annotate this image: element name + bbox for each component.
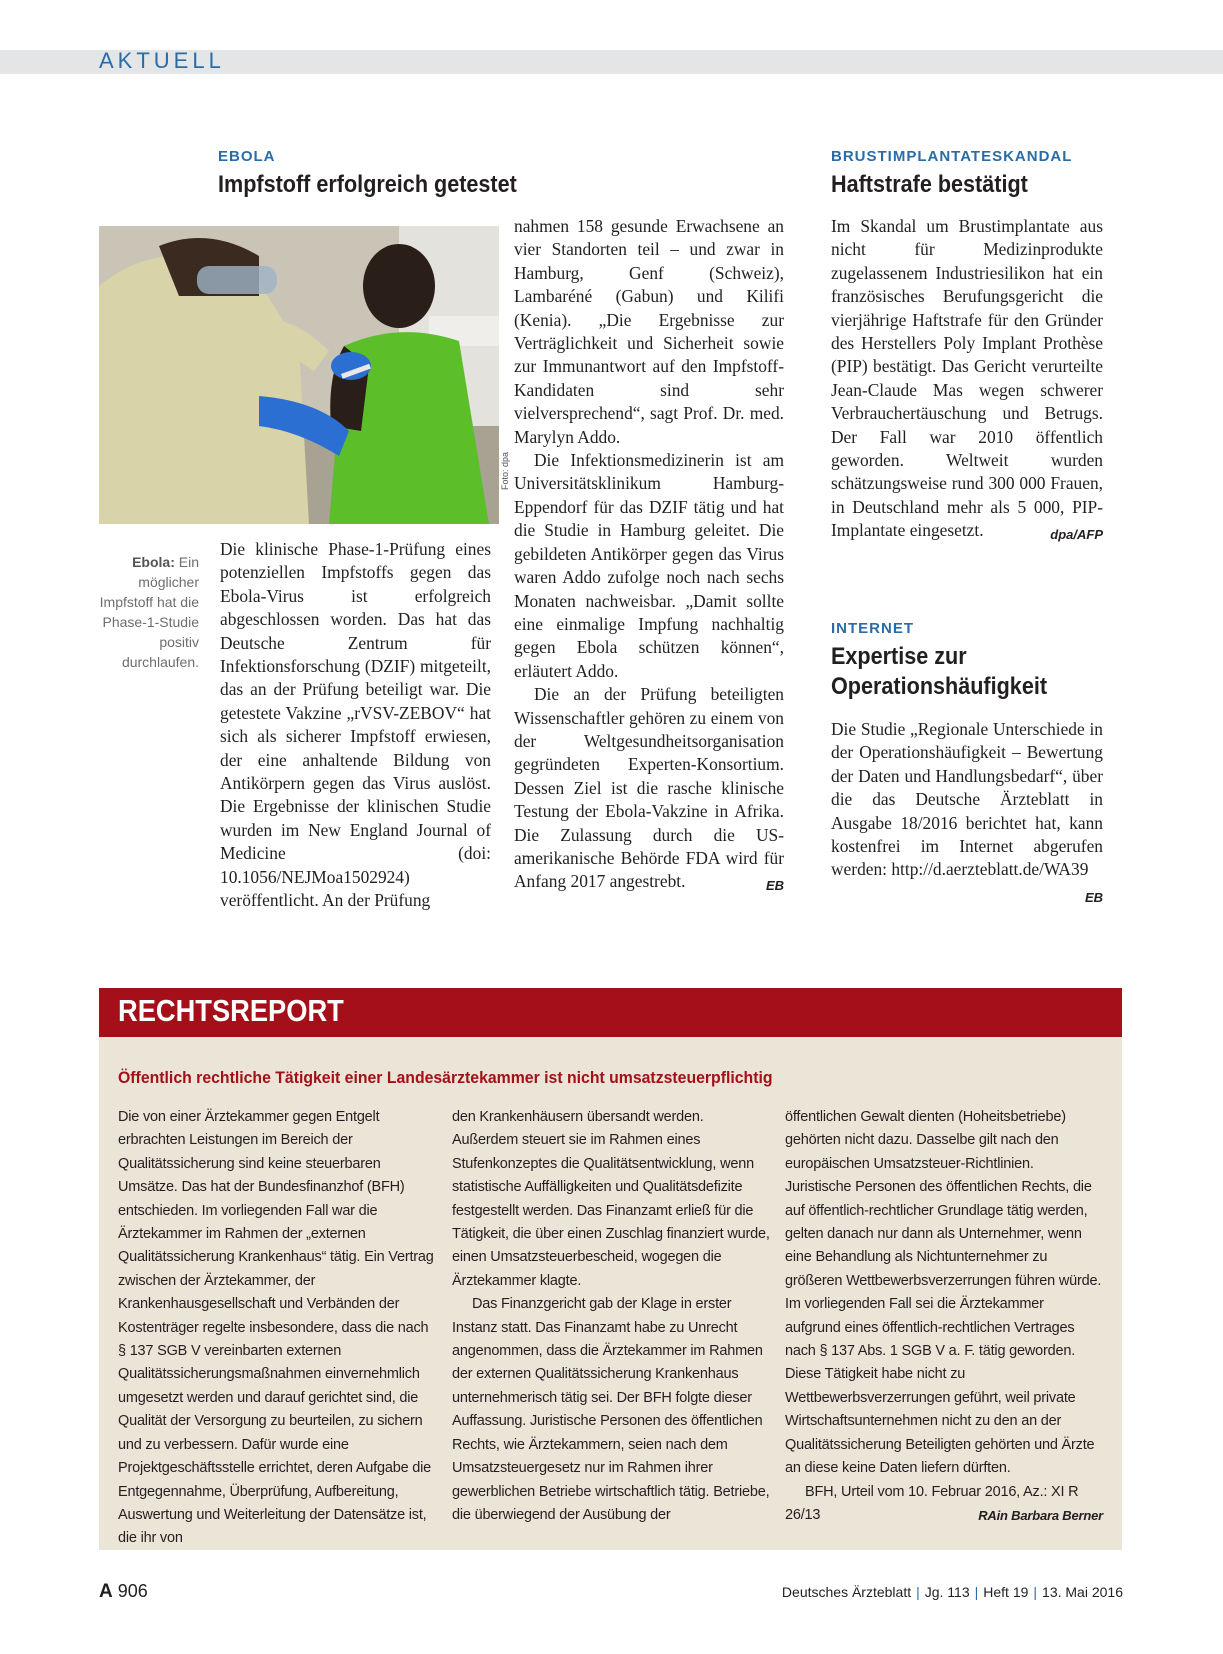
brust-paragraph [831, 215, 1103, 543]
rechtsreport-paragraph: Die von einer Ärztekammer gegen Entgelt erbrachten Leistungen im Bereich der Qualitätssicherung sind keine steuerbaren Umsätze. Das hat der Bundesfinanzhof (BFH) entschieden. Im vorliegenden Fall war die Ärztekammer im Rahmen der „externen Qualitätssicherung Krankenhaus“ tätig. Ein Vertrag zwischen der Ärztekammer, der Krankenhausgesellschaft und Verbänden der Kostenträger regelte insbesondere, dass die nach § 137 SGB V vereinbarten externen Qualitätssicherungsmaßnahmen einvernehmlich umgesetzt werden und darauf gerichtet sind, die Qualität der Versorgung zu beurteilen, zu sichern und zu verbessern. Dafür wurde eine Projektgeschäftsstelle errichtet, deren Aufgabe die Entgegennahme, Überprüfung, Aufbereitung, Auswertung und Weiterleitung der Datensätze ist, die ihr von [118, 1109, 434, 1547]
internet-headline-line2: Operationshäufigkeit [831, 673, 1048, 700]
rechtsreport-signature: RAin Barbara Berner [978, 1507, 1103, 1523]
ebola-paragraph [514, 683, 784, 894]
rechtsreport-citation [785, 1481, 1103, 1528]
ebola-paragraph: nahmen 158 gesunde Erwachsene an vier Standorten teil – und zwar in Hamburg, Genf (Schweiz), Lambaréné (Gabun) und Kilifi (Kenia). „Die Ergebnisse zur Verträglichkeit und Sicherheit sowie zur Immunantwort auf den Impfstoff-Kandidaten sind sehr vielversprechend“, sagt Prof. Dr. med. Marylyn Addo. [514, 216, 784, 447]
section-label: AKTUELL [99, 48, 225, 73]
internet-signature: EB [1084, 889, 1103, 905]
ebola-column-2 [514, 215, 784, 898]
internet-headline-line1: Expertise zur [831, 643, 967, 670]
ebola-kicker: EBOLA [218, 148, 276, 165]
caption-label: Ebola: [132, 554, 175, 570]
rechtsreport-title: RECHTSREPORT [118, 993, 344, 1028]
journal-date: 13. Mai 2016 [1042, 1584, 1123, 1600]
brust-kicker: BRUSTIMPLANTATESKANDAL [831, 148, 1073, 165]
journal-issue: Heft 19 [983, 1584, 1029, 1600]
footer-separator: | [974, 1584, 979, 1600]
brust-signature: dpa/AFP [1050, 527, 1103, 543]
brust-headline: Haftstrafe bestätigt [831, 171, 1028, 198]
internet-headline [831, 642, 1047, 702]
rechtsreport-headline: Öffentlich rechtliche Tätigkeit einer Landesärztekammer ist nicht umsatzsteuerpflichtig [118, 1068, 773, 1087]
internet-kicker: INTERNET [831, 620, 914, 637]
internet-paragraph [831, 718, 1103, 905]
journal-volume: Jg. 113 [924, 1584, 970, 1600]
rechtsreport-column-2 [452, 1106, 770, 1527]
rechtsreport-paragraph: öffentlichen Gewalt dienten (Hoheitsbetriebe) gehörten nicht dazu. Dasselbe gilt nach den europäischen Umsatzsteuer-Richtlinien. Juristische Personen des öffentlichen Rechts, die auf öffentlich-rechtlicher Grundlage tätig werden, gelten danach nur dann als Unternehmer, wenn eine Behandlung als Nichtunternehmer zu größeren Wettbewerbsverzerrungen führen würde. Im vorliegenden Fall sei die Ärztekammer aufgrund eines öffentlich-rechtlichen Vertrages nach § 137 Abs. 1 SGB V a. F. tätig geworden. Diese Tätigkeit habe nicht zu Wettbewerbsverzerrungen geführt, weil private Wirtschaftsunternehmen nicht zu den an der Qualitätssicherung Beteiligten gehörten und Ärzte an diese keine Daten liefern dürften. [785, 1109, 1102, 1477]
rechtsreport-column-3 [785, 1106, 1103, 1527]
ebola-signature: EB [765, 878, 784, 894]
ebola-headline: Impfstoff erfolgreich getestet [218, 171, 517, 198]
footer-separator: | [1033, 1584, 1038, 1600]
page-prefix: A [99, 1581, 113, 1602]
ebola-column-1 [220, 538, 491, 913]
photo-credit: Foto: dpa [500, 451, 510, 490]
footer-publication-info [782, 1584, 1123, 1600]
internet-paragraph-text: Die Studie „Regionale Unterschiede in der Operationshäufigkeit – Bewertung der Daten und Handlungsbedarf“, über die das Deutsche Ärzteblatt in Ausgabe 18/2016 berichtet hat, kann kostenfrei im Internet abgerufen werden: http://d.aerzteblatt.de/WA39 [831, 719, 1103, 880]
footer-separator: | [916, 1584, 920, 1600]
vaccination-photo-illustration [99, 226, 499, 524]
page-number-value: 906 [112, 1581, 148, 1601]
rechtsreport-paragraph: Das Finanzgericht gab der Klage in erster Instanz statt. Das Finanzamt habe zu Unrecht angenommen, dass die Ärztekammer im Rahmen der externen Qualitätssicherung Krankenhaus unternehmerisch tätig sei. Der BFH folgte dieser Auffassung. Juristische Personen des öffentlichen Rechts, wie Ärztekammern, seien nach dem Umsatzsteuergesetz nur im Rahmen ihrer gewerblichen Betriebe wirtschaftlich tätig. Betriebe, die überwiegend der Ausübung der [452, 1296, 770, 1523]
rechtsreport-column-1 [118, 1106, 436, 1551]
caption-text: Ein möglicher Impfstoff hat die Phase-1-Studie positiv durchlaufen. [99, 554, 199, 670]
journal-name: Deutsches Ärzteblatt [781, 1584, 912, 1600]
ebola-paragraph: Die klinische Phase-1-Prüfung eines potenziellen Impfstoffs gegen das Ebola-Virus ist erfolgreich abgeschlossen worden. Das hat das Deutsche Zentrum für Infektionsforschung (DZIF) mitgeteilt, das an der Prüfung beteiligt war. Die getestete Vakzine „rVSV-ZEBOV“ hat sich als sicherer Impfstoff erwiesen, der eine anhaltende Bildung von Antikörpern gegen das Virus auslöst. Die Ergebnisse der klinischen Studie wurden im New England Journal of Medicine (doi: 10.1056/NEJMoa1502924) veröffentlicht. An der Prüfung [220, 539, 491, 911]
photo-caption [99, 552, 199, 672]
ebola-vaccination-photo [99, 226, 499, 524]
internet-body [831, 718, 1103, 909]
page-number [99, 1581, 148, 1603]
brust-paragraph-text: Im Skandal um Brustimplantate aus nicht für Medizinprodukte zugelassenem Industriesilikon hat ein französisches Berufungsgericht die vierjährige Haftstrafe für den Gründer des Herstellers Poly Implant Prothèse (PIP) bestätigt. Das Gericht verurteilte Jean-Claude Mas wegen schwerer Verbrauchertäuschung und Betrugs. Der Fall war 2010 öffentlich geworden. Weltweit wurden schätzungsweise rund 300 000 Frauen, in Deutschland mehr als 5 000, PIP-Implantate eingesetzt. [831, 216, 1103, 541]
brust-body [831, 215, 1103, 547]
rechtsreport-paragraph: den Krankenhäusern übersandt werden. Außerdem steuert sie im Rahmen eines Stufenkonzeptes die Qualitätsentwicklung, wenn statistische Auffälligkeiten und Qualitätsdefizite festgestellt werden. Das Finanzamt erließ für die Tätigkeit, die über einen Zuschlag finanziert wurde, einen Umsatzsteuerbescheid, wogegen die Ärztekammer klagte. [452, 1109, 770, 1289]
rechtsreport-citation-text: BFH, Urteil vom 10. Februar 2016, Az.: XI R 26/13 [785, 1483, 1079, 1523]
ebola-paragraph: Die Infektionsmedizinerin ist am Universitätsklinikum Hamburg-Eppendorf für das DZIF tätig und hat die Studie in Hamburg geleitet. Die gebildeten Antikörper gegen das Virus waren Addo zufolge noch nach sechs Monaten nachweisbar. „Damit sollte eine einmalige Impfung nachhaltig gegen Ebola schützen können“, erläutert Addo. [514, 450, 784, 681]
ebola-paragraph-text: Die an der Prüfung beteiligten Wissenschaftler gehören zu einem von der Weltgesundheitsorganisation gegründeten Experten-Konsortium. Dessen Ziel ist die rasche klinische Testung der Ebola-Vakzine in Afrika. Die Zulassung durch die US-amerikanische Behörde FDA wird für Anfang 2017 angestrebt. [514, 684, 784, 892]
